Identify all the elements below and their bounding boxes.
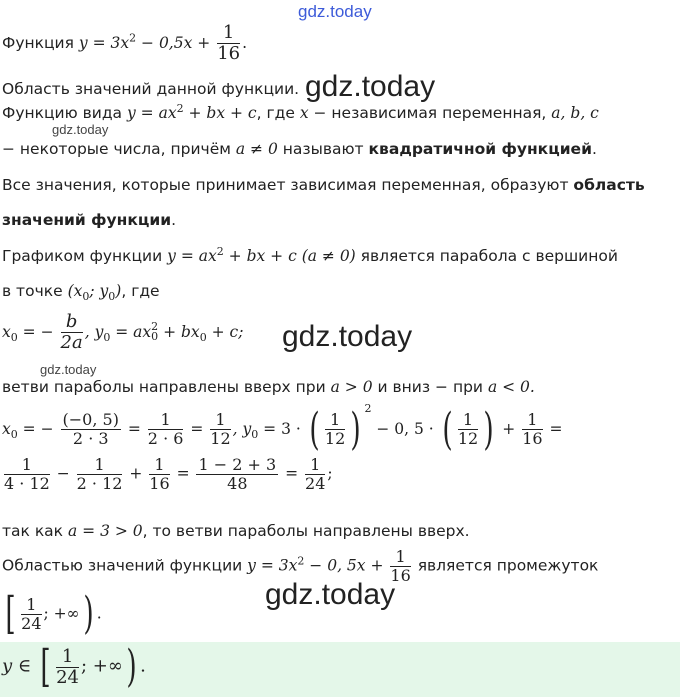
fraction: $\frac{1}{12}$ xyxy=(324,410,346,448)
definition-line-1: Функцию вида $y = ax^2$ + bx + c, где x − независимая переменная, a, b, c xyxy=(2,102,599,123)
range-definition-1: Все значения, которые принимает зависимая переменная, образуют область xyxy=(2,176,645,194)
watermark-top: gdz.today xyxy=(298,2,372,21)
watermark-1: gdz.today xyxy=(305,70,436,103)
fraction: $\frac{1}{4 \cdot 12}$ xyxy=(4,455,50,493)
fraction: $\frac{1}{24}$ xyxy=(21,594,42,633)
fraction: $\frac{1}{12}$ xyxy=(457,410,479,448)
fraction: $\frac{b}{2a}$ xyxy=(60,311,83,353)
task-heading: Область значений данной функции. xyxy=(2,80,300,98)
interval-line: [ $\frac{1}{24}$ ; +∞) . xyxy=(5,588,102,639)
fraction: $\frac{1}{24}$ xyxy=(56,645,80,688)
fraction: $\frac{1}{16}$ xyxy=(390,547,411,585)
conclusion-line: так как a = 3 > 0, то ветви параболы направлены вверх. xyxy=(2,522,470,540)
watermark-small-2: gdz.today xyxy=(40,362,97,377)
fraction: $\frac{1}{2 \cdot 6}$ xyxy=(147,410,184,448)
branches-line: ветви параболы направлены вверх при a > 0 и вниз − при a < 0. xyxy=(2,378,535,396)
fraction: $\frac{1 - 2 + 3}{48}$ xyxy=(198,455,277,493)
calculation-line-2: $\frac{1}{4 \cdot 12}$ − $\frac{1}{2 \cdot 12}$ + $\frac{1}{16}$ = $\frac{1 - 2 + 3}{48}$ = $\frac{1}{24}$ ; xyxy=(4,455,333,493)
vertex-line: в точке ($x_0$; $y_0$), где xyxy=(2,282,160,304)
fraction: $\frac{1}{12}$ xyxy=(210,410,231,448)
range-line: Областью значений функции $y = 3x^2 - 0$, 5x + $\frac{1}{16}$ является промежуток xyxy=(2,547,599,585)
watermark-small-1: gdz.today xyxy=(52,122,109,137)
vertex-formula: $x_0$ = − $\frac{b}{2a}$ , $y_0$ = ax 2 0 + $bx_0 + c$; xyxy=(2,311,244,353)
fraction: $\frac{1}{24}$ xyxy=(305,455,326,493)
definition-line-2: − некоторые числа, причём a ≠ 0 называют квадратичной функцией. xyxy=(2,140,597,158)
watermark-3: gdz.today xyxy=(265,578,396,611)
watermark-2: gdz.today xyxy=(282,320,413,353)
fraction: $\frac{(-0, 5)}{2 \cdot 3}$ xyxy=(62,410,119,448)
calculation-line-1: $x_0$ = − $\frac{(-0, 5)}{2 \cdot 3}$ = $\frac{1}{2 \cdot 6}$ = $\frac{1}{12}$ , $y_0 = 3$ · ( $\frac{1}{12}$ ) $^2$ − 0, 5 · ( $\frac{1}{12}$ ) + $\frac{1}{16}$ = xyxy=(2,402,563,455)
answer-line: y ∈ [ $\frac{1}{24}$ ; +∞) . xyxy=(2,641,146,692)
fraction: $\frac{1}{16}$ xyxy=(522,410,543,448)
fraction: $\frac{1}{16}$ xyxy=(217,22,241,64)
fraction: $\frac{1}{16}$ xyxy=(149,455,170,493)
parabola-line: Графиком функции $y = ax^2$ + bx + c (a ≠ 0) является парабола с вершиной xyxy=(2,245,618,266)
fraction: $\frac{1}{2 \cdot 12}$ xyxy=(76,455,123,493)
function-line: Функция $y = 3x^2 - 0,5x$ + $\frac{1}{16}$ . xyxy=(2,22,248,64)
range-definition-2: значений функции. xyxy=(2,211,177,229)
